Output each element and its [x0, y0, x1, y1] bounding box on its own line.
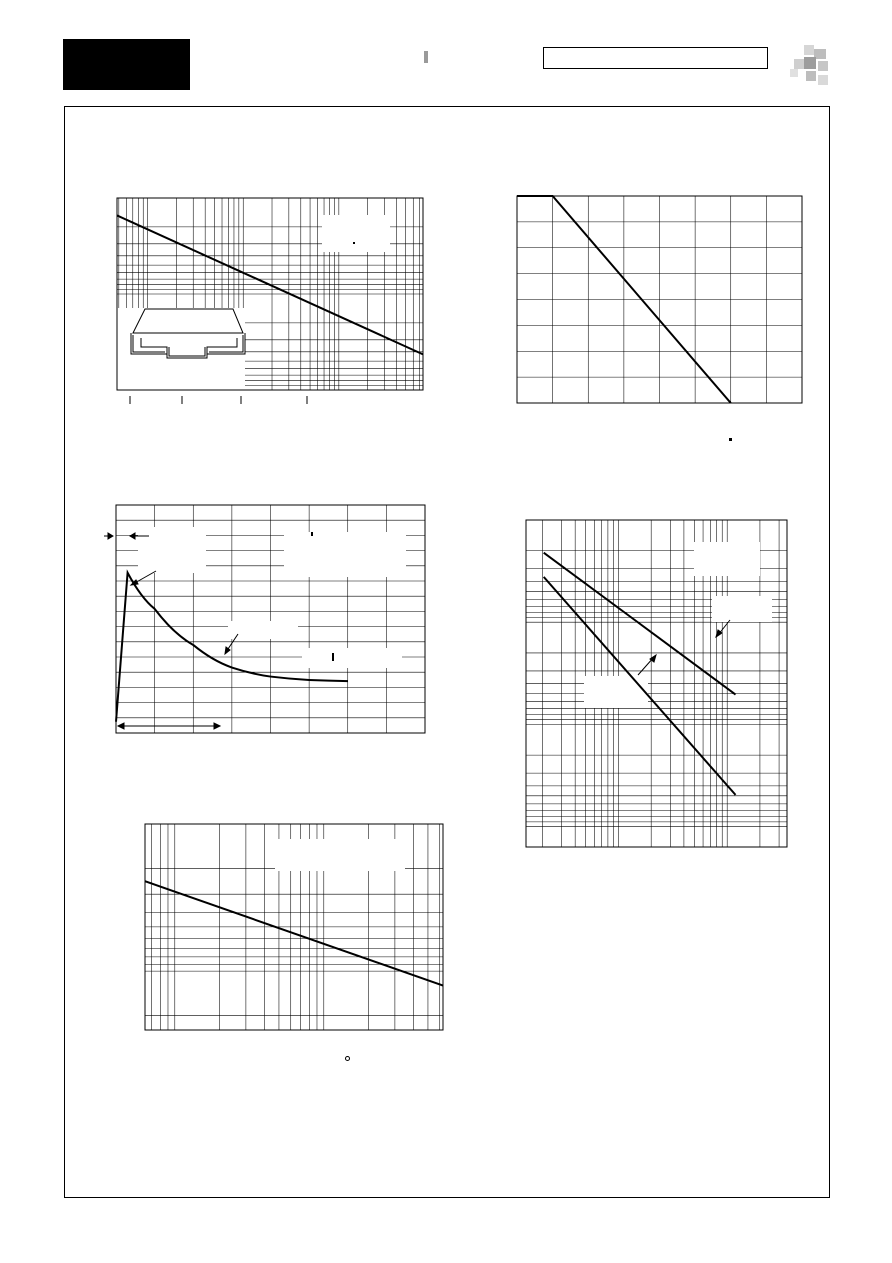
legend-mark [311, 532, 313, 536]
part-number-box [543, 47, 768, 69]
series-line-2 [544, 577, 736, 795]
header-mark [424, 51, 428, 63]
brand-logo-block [63, 39, 190, 90]
chart-fig1 [117, 198, 437, 410]
axis-label-mark [729, 438, 732, 441]
legend-mark [353, 242, 355, 244]
checker-logo-icon [790, 45, 830, 85]
tail-mark [332, 653, 334, 661]
chart-fig5 [145, 824, 447, 1034]
legend-box-upper [694, 542, 760, 576]
label-box-half [228, 621, 298, 639]
label-box-upper [712, 596, 772, 622]
legend-box [284, 532, 406, 577]
chart-fig2 [517, 196, 807, 408]
label-box-tail [302, 648, 402, 668]
inset-background [117, 308, 245, 390]
label-box-lower [584, 676, 648, 708]
x-tick-marks [130, 396, 307, 404]
chart-fig4 [526, 520, 792, 852]
chart-grid [517, 196, 802, 403]
label-box-peak [138, 527, 206, 573]
series-line-1 [145, 881, 443, 985]
degree-mark [345, 1056, 350, 1061]
legend-box [322, 215, 390, 252]
chart-fig3 [100, 505, 430, 737]
legend-box [275, 839, 405, 871]
series-group [145, 881, 443, 985]
